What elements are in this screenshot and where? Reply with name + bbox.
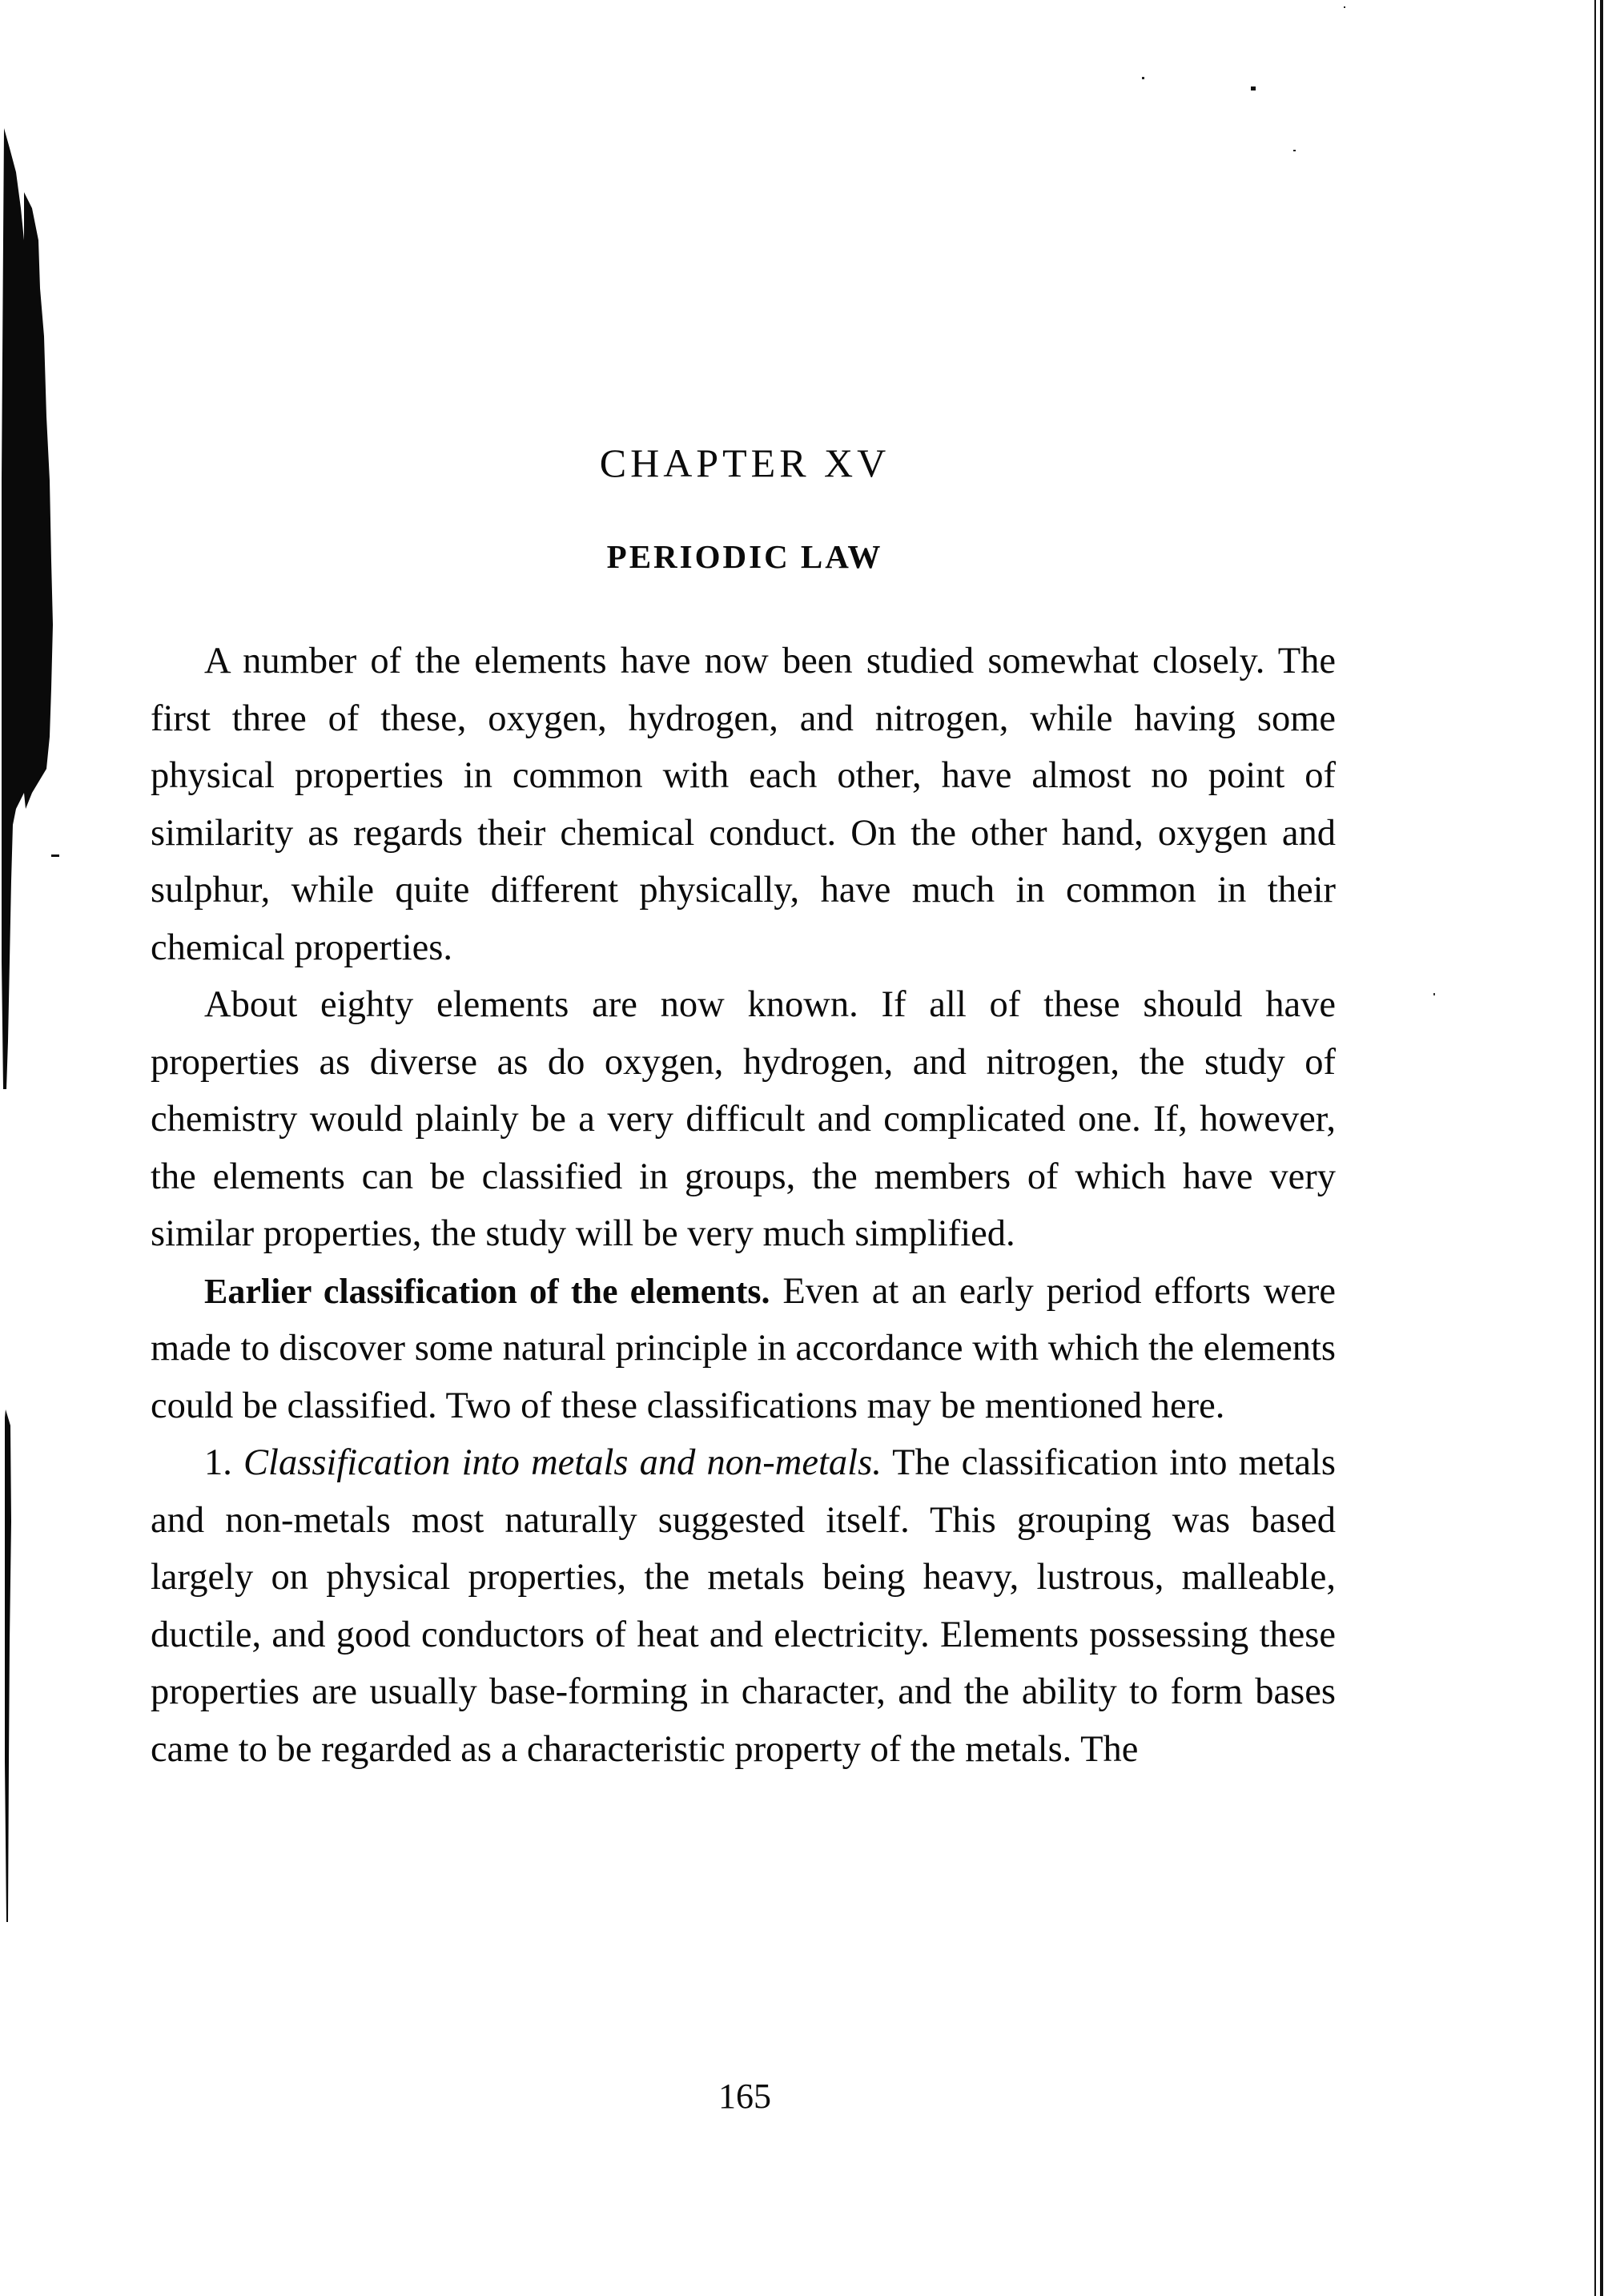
right-border-line-outer <box>1600 0 1603 2296</box>
body-text <box>151 633 1336 1778</box>
binding-shadow-lower <box>5 1409 11 1922</box>
scan-speckle <box>1251 86 1256 90</box>
scan-speckle <box>51 854 59 857</box>
binding-shadow-upper <box>2 128 53 1089</box>
scan-speckle <box>1433 993 1435 995</box>
paragraph-text: Even at an early period efforts were made to discover some natural principle in accordance with which the elements could be classified. Two of these classifications may be mentioned here. <box>151 1270 1336 1426</box>
paragraph-3 <box>151 1263 1336 1435</box>
italic-run-in-heading: Classification into metals and non-metals. <box>243 1442 882 1483</box>
scan-speckle <box>1344 6 1345 8</box>
chapter-heading: CHAPTER XV <box>599 440 890 485</box>
run-in-heading: Earlier classification of the elements. <box>204 1271 770 1311</box>
list-number: 1. <box>204 1442 232 1483</box>
paragraph-1 <box>151 633 1336 976</box>
right-border-line-inner <box>1594 0 1596 2296</box>
paragraph-4 <box>151 1434 1336 1778</box>
paragraph-text: The classification into metals and non-metals most naturally suggested itself. This grouping was based largely on physical properties, the metals being heavy, lustrous, malleable, ductile, and good conductors of heat and electricity. Elements possessing these properties are usually base-forming in character, and the ability to form bases came to be regarded as a characteristic property of the metals. The <box>151 1442 1336 1770</box>
paragraph-text: A number of the elements have now been studied somewhat closely. The first three of these, oxygen, hydrogen, and nitrogen, while having some physical properties in common with each other, have almost no point of similarity as regards their chemical conduct. On the other hand, oxygen and sulphur, while quite different physically, have much in common in their chemical properties. <box>151 641 1336 968</box>
scan-speckle <box>1142 77 1144 79</box>
page-number: 165 <box>718 2077 771 2116</box>
scan-speckle <box>1293 150 1296 151</box>
section-heading: PERIODIC LAW <box>606 538 883 575</box>
paragraph-2 <box>151 976 1336 1263</box>
paragraph-text: About eighty elements are now known. If all of these should have properties as diverse as do oxygen, hydrogen, and nitrogen, the study of chemistry would plainly be a very difficult and complicated one. If, however, the elements can be classified in groups, the members of which have very similar properties, the study will be very much simplified. <box>151 984 1336 1254</box>
